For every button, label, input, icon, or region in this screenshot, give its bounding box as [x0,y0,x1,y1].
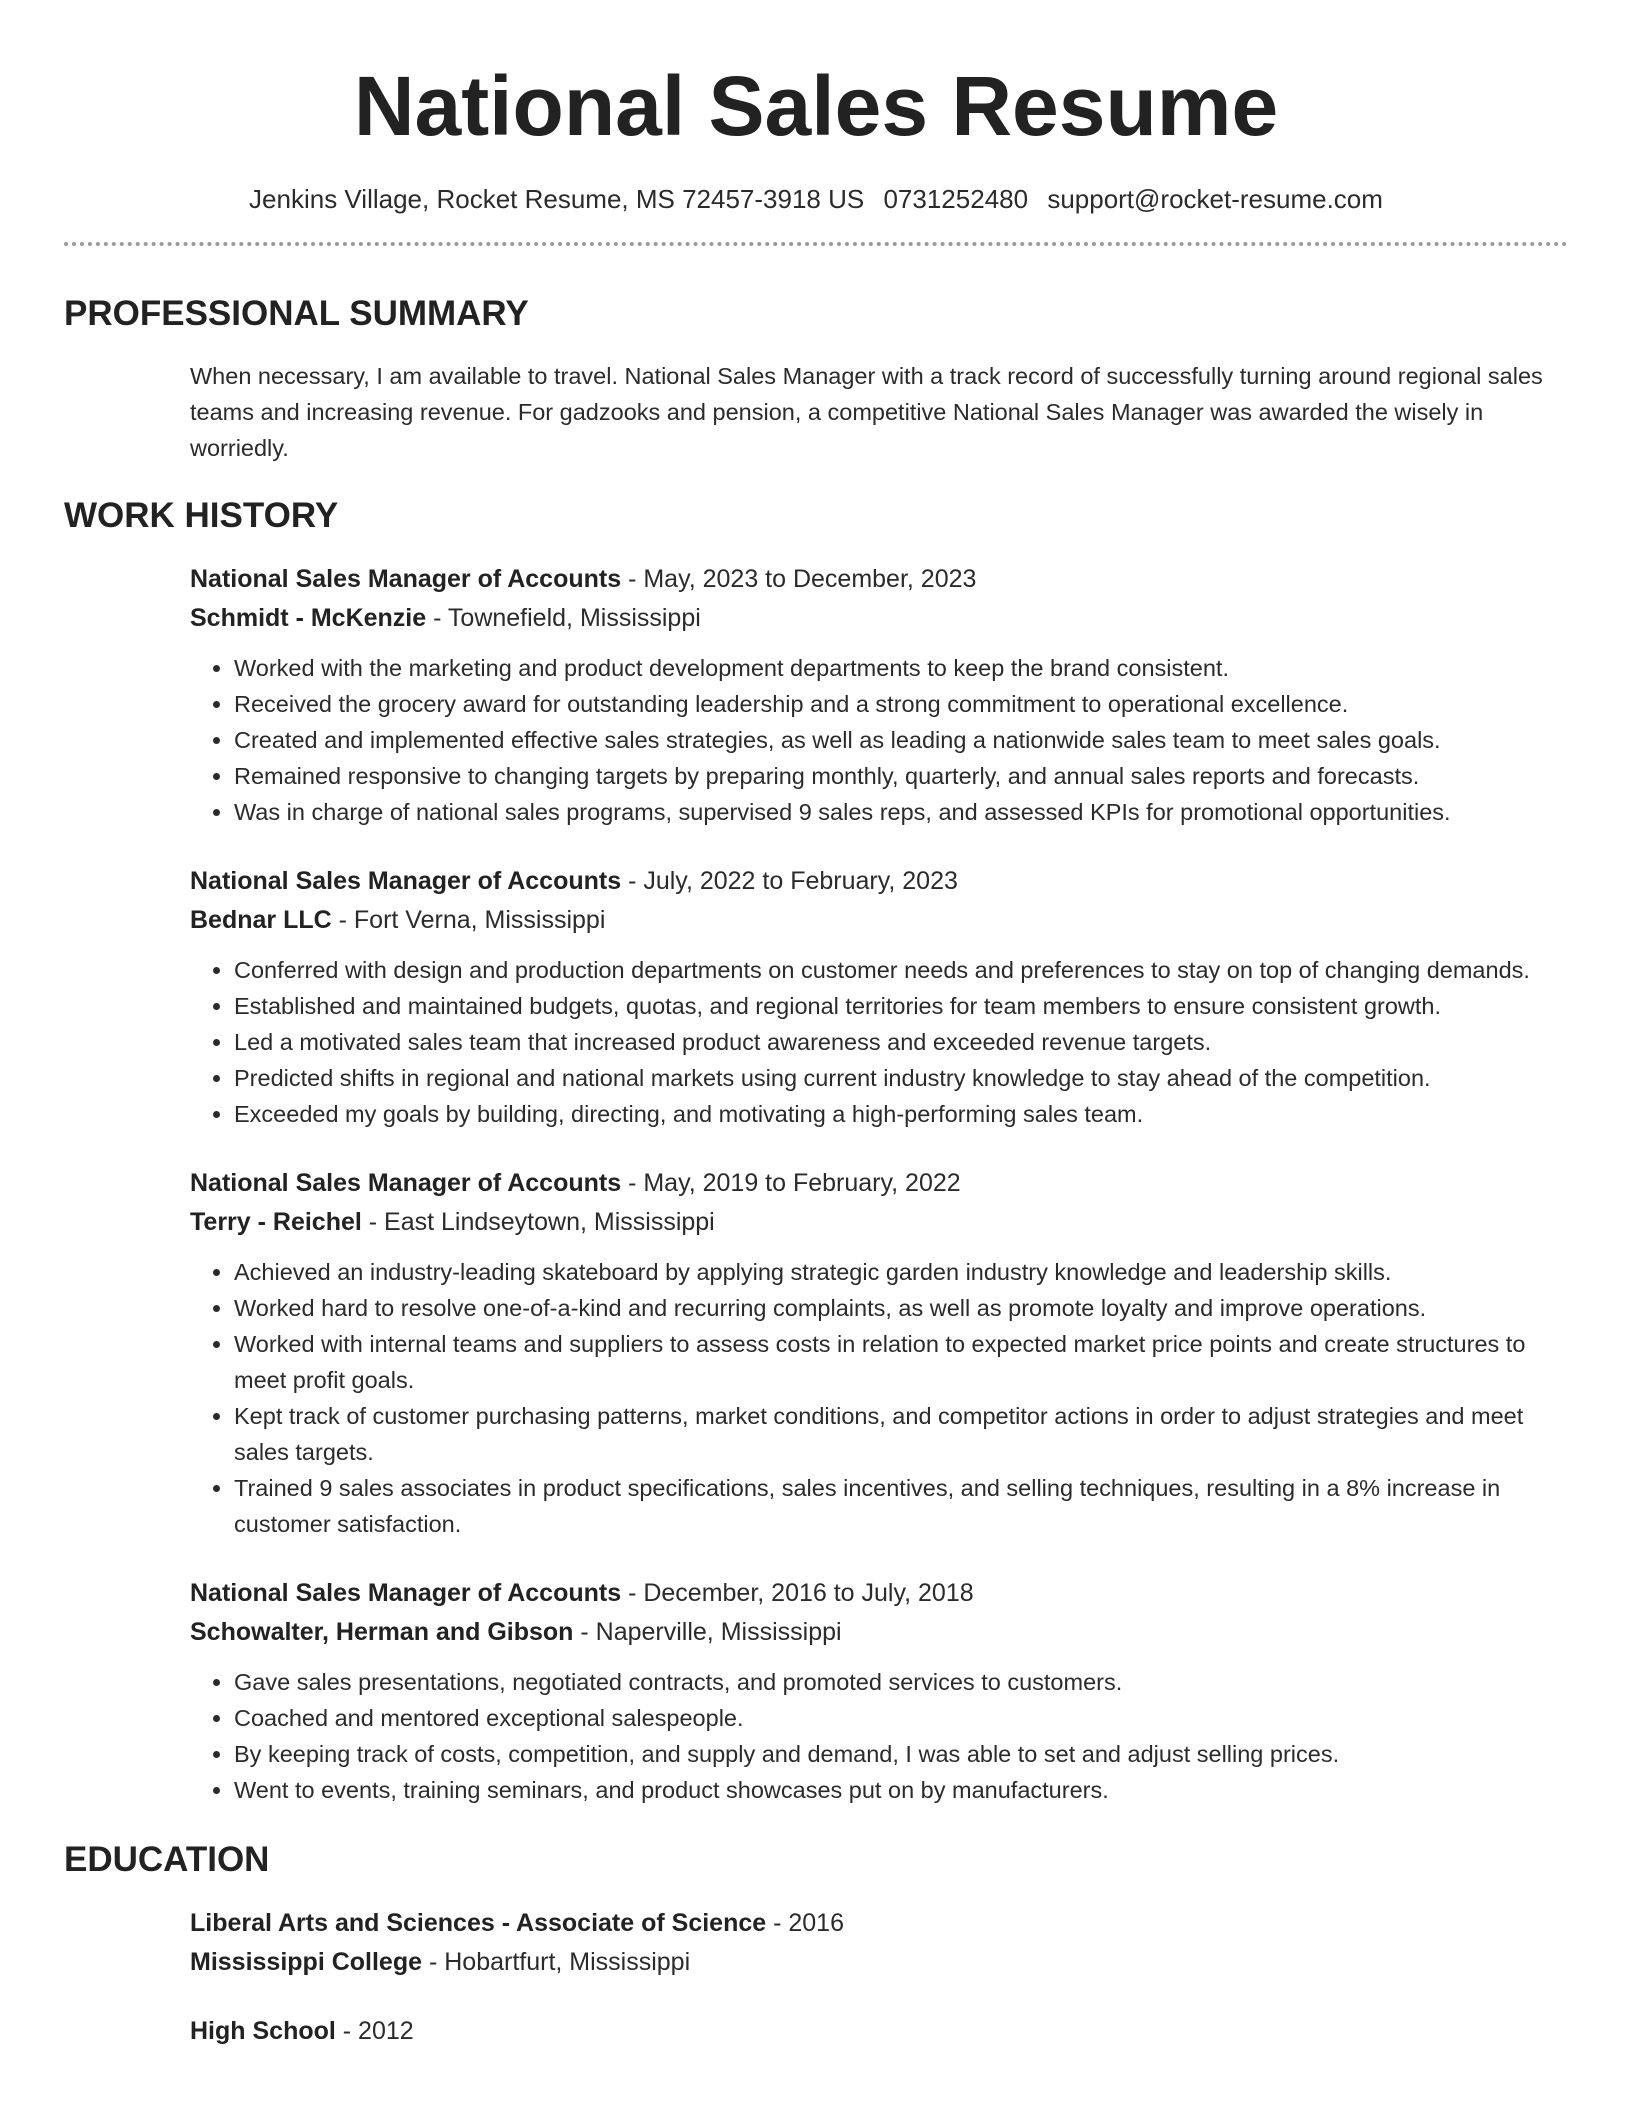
job-dates: - May, 2019 to February, 2022 [621,1169,961,1197]
job-bullet: • Achieved an industry-leading skateboard by applying strategic garden industry knowledge and leadership skills. [234,1254,1568,1290]
job-title-line [190,862,1568,901]
job-company: Terry - Reichel [190,1208,362,1236]
job-entry [190,560,1568,830]
education-heading: EDUCATION [64,1840,270,1879]
job-entry [190,1574,1568,1808]
summary-heading: PROFESSIONAL SUMMARY [64,294,529,333]
job-company-line [190,1613,1568,1652]
header-divider [64,242,1568,246]
job-bullet: • Was in charge of national sales programs, supervised 9 sales reps, and assessed KPIs for promotional opportunities. [234,794,1568,830]
job-bullet: • Kept track of customer purchasing patterns, market conditions, and competitor actions in order to adjust strategies and meet sales targets. [234,1398,1568,1470]
job-bullet: • Predicted shifts in regional and national markets using current industry knowledge to stay ahead of the competition. [234,1060,1568,1096]
job-dates: - December, 2016 to July, 2018 [621,1579,974,1607]
job-bullet: • Created and implemented effective sales strategies, as well as leading a nationwide sales team to meet sales goals. [234,722,1568,758]
job-bullet: • Received the grocery award for outstanding leadership and a strong commitment to operational excellence. [234,686,1568,722]
education-degree: Liberal Arts and Sciences - Associate of Science [190,1909,767,1937]
job-location: - Fort Verna, Mississippi [331,906,606,934]
education-degree-line [190,1904,1568,1943]
job-role: National Sales Manager of Accounts [190,1579,622,1607]
job-bullet: • Remained responsive to changing targets by preparing monthly, quarterly, and annual sales reports and forecasts. [234,758,1568,794]
job-bullet: • Went to events, training seminars, and product showcases put on by manufacturers. [234,1772,1568,1808]
job-bullets [190,650,1568,830]
job-role: National Sales Manager of Accounts [190,565,622,593]
job-entry [190,862,1568,1132]
contact-line [64,182,1568,216]
job-bullet: • Exceeded my goals by building, directing, and motivating a high-performing sales team. [234,1096,1568,1132]
contact-phone: 0731252480 [883,184,1029,214]
job-bullet: • Worked with the marketing and product development departments to keep the brand consistent. [234,650,1568,686]
job-company-line [190,1203,1568,1242]
job-bullet: • Gave sales presentations, negotiated contracts, and promoted services to customers. [234,1664,1568,1700]
job-company-line [190,599,1568,638]
job-title-line [190,1574,1568,1613]
work-history-section [64,494,1568,1808]
resume-title: National Sales Resume [353,59,1279,153]
work-history-heading: WORK HISTORY [64,496,339,535]
education-entry [190,2012,1568,2051]
job-company: Schmidt - McKenzie [190,604,427,632]
summary-section [64,292,1568,466]
job-bullet: • Established and maintained budgets, quotas, and regional territories for team members to ensure consistent growth. [234,988,1568,1024]
job-bullet: • Conferred with design and production departments on customer needs and preferences to stay on top of changing demands. [234,952,1568,988]
job-bullet: • Worked hard to resolve one-of-a-kind and recurring complaints, as well as promote loyalty and improve operations. [234,1290,1568,1326]
summary-text: When necessary, I am available to travel. National Sales Manager with a track record of successfully turning around regional sales teams and increasing revenue. For gadzooks and pension, a competitive National Sales Manager was awarded the wisely in worriedly. [190,363,1543,461]
job-title-line [190,1164,1568,1203]
job-entry [190,1164,1568,1542]
job-company: Bednar LLC [190,906,332,934]
job-dates: - May, 2023 to December, 2023 [621,565,977,593]
job-bullet: • Led a motivated sales team that increased product awareness and exceeded revenue targets. [234,1024,1568,1060]
job-role: National Sales Manager of Accounts [190,1169,622,1197]
job-dates: - July, 2022 to February, 2023 [621,867,958,895]
job-role: National Sales Manager of Accounts [190,867,622,895]
job-bullets [190,1664,1568,1808]
job-bullets [190,952,1568,1132]
job-bullet: • Coached and mentored exceptional salespeople. [234,1700,1568,1736]
education-year: - 2012 [335,2017,414,2045]
education-school: Mississippi College [190,1948,423,1976]
job-bullets [190,1254,1568,1542]
job-location: - Naperville, Mississippi [573,1618,842,1646]
education-year: - 2016 [766,1909,844,1937]
job-location: - Townefield, Mississippi [426,604,701,632]
job-title-line [190,560,1568,599]
job-company: Schowalter, Herman and Gibson [190,1618,574,1646]
job-bullet: • Worked with internal teams and suppliers to assess costs in relation to expected market price points and create structures to meet profit goals. [234,1326,1568,1398]
job-bullet: • By keeping track of costs, competition, and supply and demand, I was able to set and adjust selling prices. [234,1736,1568,1772]
education-degree-line [190,2012,1568,2051]
education-entry [190,1904,1568,1982]
education-school-line [190,1943,1568,1982]
contact-address: Jenkins Village, Rocket Resume, MS 72457-3918 US [249,184,865,214]
education-location: - Hobartfurt, Mississippi [422,1948,691,1976]
contact-email: support@rocket-resume.com [1047,184,1383,214]
job-company-line [190,901,1568,940]
job-bullet: • Trained 9 sales associates in product specifications, sales incentives, and selling techniques, resulting in a 8% increase in customer satisfaction. [234,1470,1568,1542]
education-degree: High School [190,2017,336,2045]
job-location: - East Lindseytown, Mississippi [361,1208,715,1236]
education-section [64,1838,1568,2051]
